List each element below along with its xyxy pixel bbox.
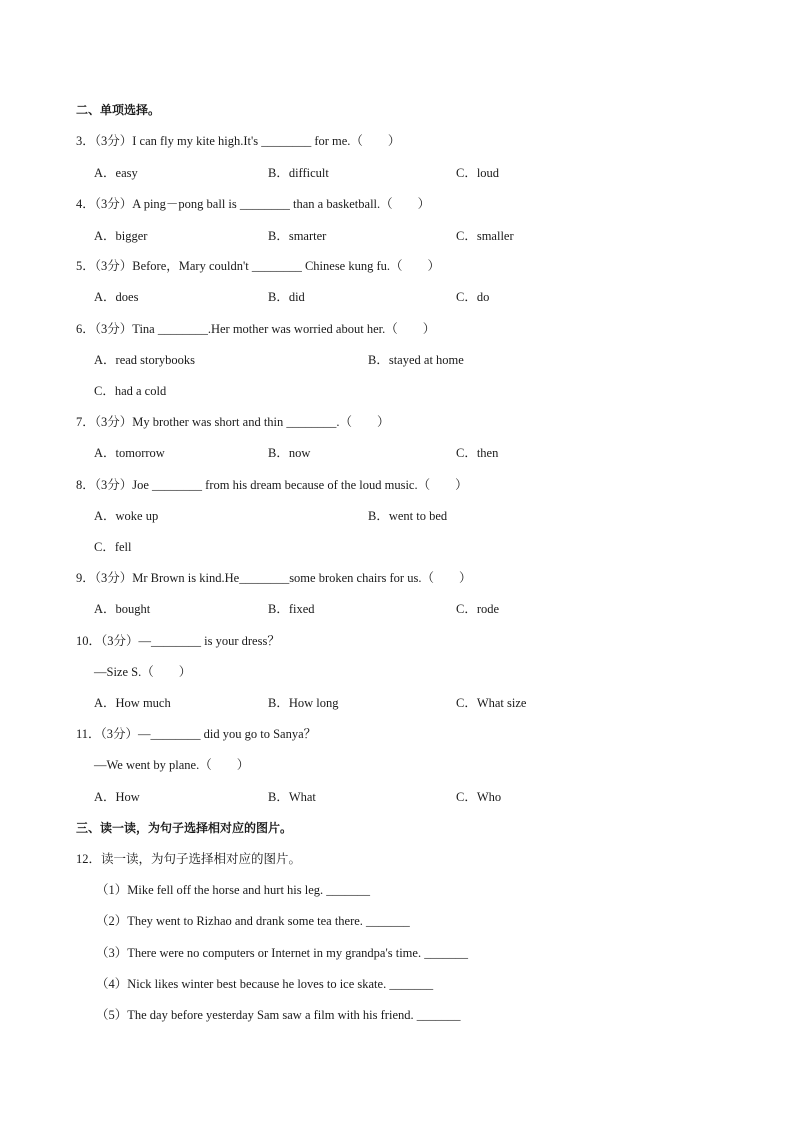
question-12-stem: 12．读一读，为句子选择相对应的图片。 xyxy=(76,852,302,866)
question-3-option-a[interactable]: A．easy xyxy=(94,166,138,180)
question-11-option-b[interactable]: B．What xyxy=(268,790,316,804)
question-6-option-a[interactable]: A．read storybooks xyxy=(94,353,196,367)
question-11-option-c[interactable]: C．Who xyxy=(456,790,502,804)
section-3-heading: 三、读一读，为句子选择相对应的图片。 xyxy=(76,821,293,835)
question-10-option-c[interactable]: C．What size xyxy=(456,696,527,710)
question-12-item-2: （2）They went to Rizhao and drank some tea there. _______ xyxy=(96,914,410,928)
question-7-stem: 7．（3分）My brother was short and thin ________.（ ） xyxy=(76,415,390,429)
question-3-option-b[interactable]: B．difficult xyxy=(268,166,329,180)
question-3-option-c[interactable]: C．loud xyxy=(456,166,500,180)
question-6-stem: 6．（3分）Tina ________.Her mother was worried about her.（ ） xyxy=(76,322,436,336)
question-10-option-b[interactable]: B．How long xyxy=(268,696,339,710)
question-8-option-c[interactable]: C．fell xyxy=(94,540,132,554)
question-8-option-a[interactable]: A．woke up xyxy=(94,509,159,523)
question-11-reply: —We went by plane.（ ） xyxy=(94,758,250,772)
question-5-option-b[interactable]: B．did xyxy=(268,290,305,304)
question-4-option-c[interactable]: C．smaller xyxy=(456,229,514,243)
question-7-option-a[interactable]: A．tomorrow xyxy=(94,446,165,460)
question-12-item-1: （1）Mike fell off the horse and hurt his leg. _______ xyxy=(96,883,371,897)
question-11-option-a[interactable]: A．How xyxy=(94,790,140,804)
question-12-item-4: （4）Nick likes winter best because he loves to ice skate. _______ xyxy=(96,977,434,991)
question-12-item-3: （3）There were no computers or Internet in my grandpa's time. _______ xyxy=(96,946,468,960)
question-9-option-b[interactable]: B．fixed xyxy=(268,602,315,616)
question-10-reply: —Size S.（ ） xyxy=(94,665,192,679)
question-8-stem: 8．（3分）Joe ________ from his dream because of the loud music.（ ） xyxy=(76,478,468,492)
question-9-stem: 9．（3分）Mr Brown is kind.He________some broken chairs for us.（ ） xyxy=(76,571,472,585)
question-11-stem: 11．（3分）—________ did you go to Sanya？ xyxy=(76,727,317,741)
question-4-stem: 4．（3分）A ping－pong ball is ________ than a basketball.（ ） xyxy=(76,197,431,211)
question-5-option-c[interactable]: C．do xyxy=(456,290,490,304)
question-7-option-b[interactable]: B．now xyxy=(268,446,311,460)
question-5-option-a[interactable]: A．does xyxy=(94,290,139,304)
question-9-option-a[interactable]: A．bought xyxy=(94,602,151,616)
question-9-option-c[interactable]: C．rode xyxy=(456,602,500,616)
question-6-option-b[interactable]: B．stayed at home xyxy=(368,353,464,367)
question-10-option-a[interactable]: A．How much xyxy=(94,696,171,710)
section-2-heading: 二、单项选择。 xyxy=(76,103,161,117)
question-8-option-b[interactable]: B．went to bed xyxy=(368,509,448,523)
question-4-option-b[interactable]: B．smarter xyxy=(268,229,327,243)
question-7-option-c[interactable]: C．then xyxy=(456,446,499,460)
question-10-stem: 10．（3分）—________ is your dress？ xyxy=(76,634,280,648)
question-12-item-5: （5）The day before yesterday Sam saw a film with his friend. _______ xyxy=(96,1008,461,1022)
question-5-stem: 5．（3分）Before，Mary couldn't ________ Chinese kung fu.（ ） xyxy=(76,259,441,273)
question-3-stem: 3．（3分）I can fly my kite high.It's ________ for me.（ ） xyxy=(76,134,401,148)
question-4-option-a[interactable]: A．bigger xyxy=(94,229,148,243)
question-6-option-c[interactable]: C．had a cold xyxy=(94,384,167,398)
